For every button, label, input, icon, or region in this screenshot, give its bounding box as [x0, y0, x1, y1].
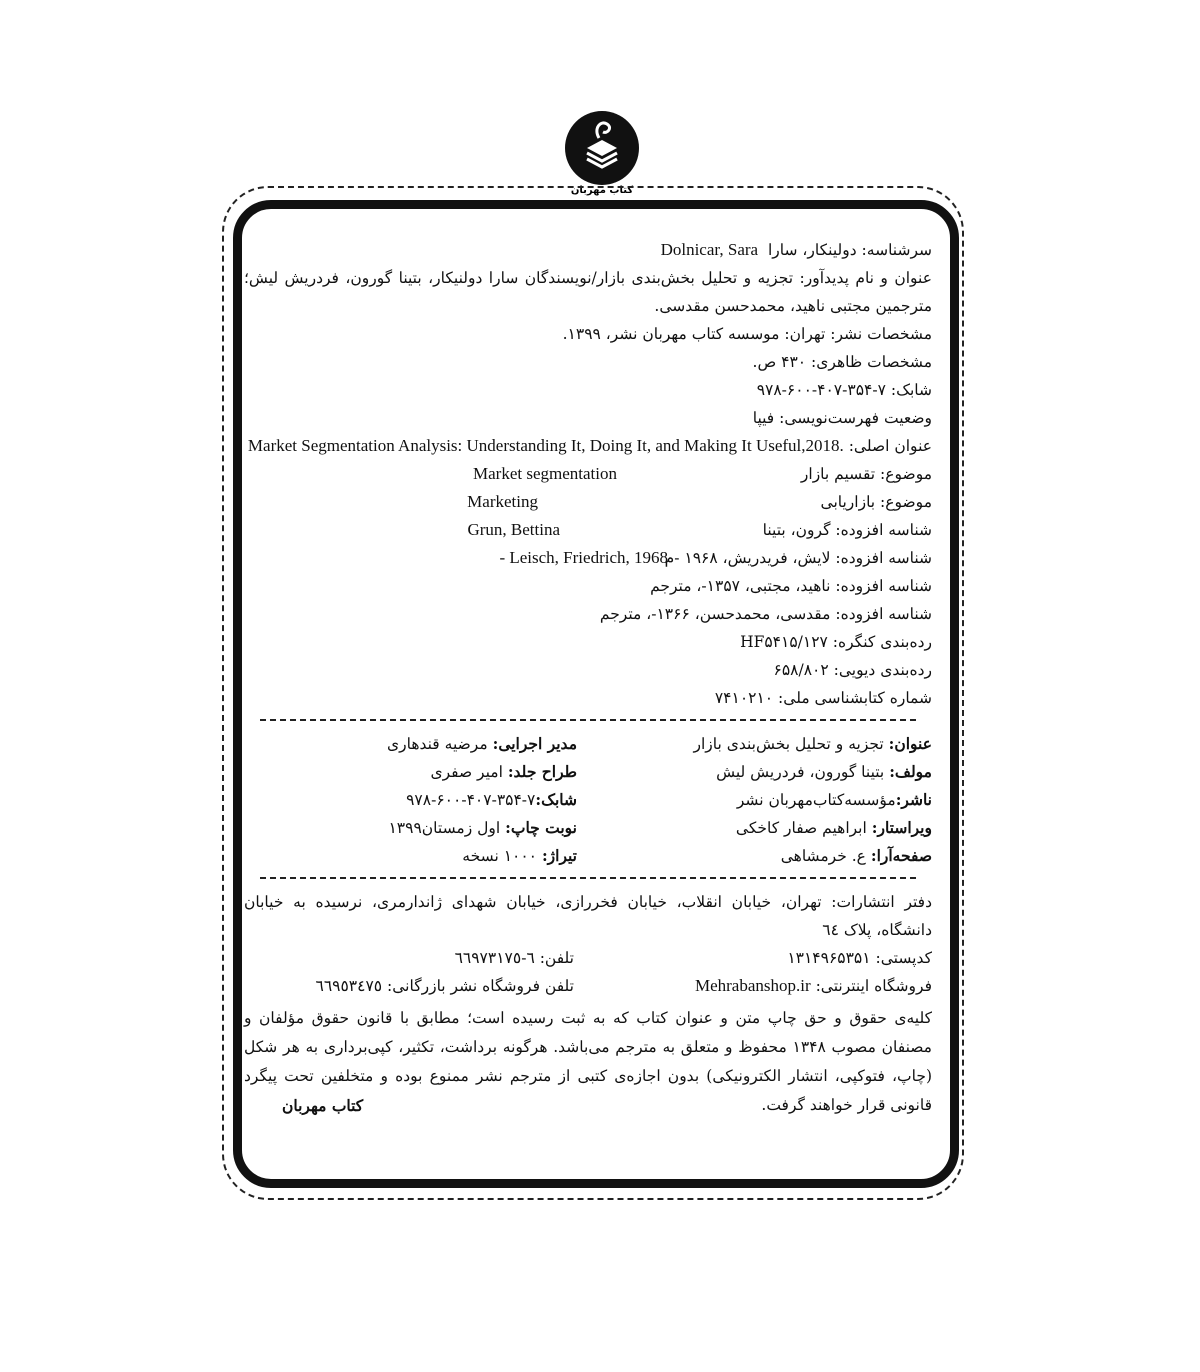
catalog-added-entry-row	[244, 544, 932, 572]
detail-label: عنوان:	[888, 734, 932, 753]
catalog-heading: سرشناسه: دولینکار، سارا	[767, 241, 932, 259]
publisher-brand: کتاب مهربان	[282, 1096, 364, 1115]
added-entry-fa: شناسه افزوده: لایش، فریدریش، ۱۹۶۸ -م	[664, 549, 932, 567]
subject-fa: موضوع: تقسیم بازار	[800, 465, 932, 483]
subject-en: Market segmentation	[473, 464, 617, 483]
copyright-notice	[244, 1004, 932, 1120]
contact-row	[244, 972, 932, 1000]
catalog-heading-latin: Dolnicar, Sara	[660, 240, 759, 259]
catalog-lc-class: رده‌بندی کنگره: HF۵۴۱۵/۱۲۷	[740, 633, 932, 651]
subject-en: Marketing	[467, 492, 538, 511]
logo-caption: کتاب مهربان	[570, 185, 634, 196]
detail-label: نوبت چاپ:	[505, 818, 577, 837]
detail-value: مؤسسه‌کتاب‌مهربان نشر	[736, 791, 896, 809]
detail-value: بتینا گورون، فردریش لیش	[716, 763, 885, 781]
details-row	[244, 814, 932, 842]
catalog-title-line: عنوان و نام پدیدآور: تجزیه و تحلیل بخش‌بندی بازار/نویسندگان سارا دولنیکار، بتینا گورون، فردریش لیش؛ مترجمین مجتبی ناهید، محمدحسن مقدسی.	[244, 269, 932, 315]
catalog-added-entry: شناسه افزوده: مقدسی، محمدحسن، ۱۳۶۶-، مترجم	[599, 605, 932, 623]
detail-value: ابراهیم صفار کاخکی	[735, 819, 867, 837]
catalog-added-entry-row	[244, 516, 932, 544]
added-entry-en: Grun, Bettina	[467, 520, 560, 539]
detail-value: ۱۰۰۰ نسخه	[462, 847, 537, 865]
subject-fa: موضوع: بازاریابی	[820, 493, 932, 511]
copyright-notice-text: کلیه‌ی حقوق و حق چاپ متن و عنوان کتاب که به ثبت رسیده است؛ مطابق با قانون حقوق مؤلفان و مصنفان مصوب ۱۳۴۸ محفوظ و متعلق به مترجم می‌باشد. هرگونه برداشت، تکثیر، کپی‌برداری به هر شکل (چاپ، فتوکپی، انتشار الکترونیکی) بدون اجازه‌ی کتبی از مترجم نشر ممنوع بوده و متخلفین تحت پیگرد قانونی قرار خواهند گرفت.	[244, 1009, 932, 1114]
catalog-added-entry: شناسه افزوده: ناهید، مجتبی، ۱۳۵۷-، مترجم	[650, 577, 932, 595]
catalog-dewey-class: رده‌بندی دیویی: ۶۵۸/۸۰۲	[773, 661, 932, 679]
detail-label: شابک:	[535, 790, 577, 809]
catalog-physical: مشخصات ظاهری: ۴۳۰ ص.	[752, 353, 932, 371]
catalog-original-title-row	[244, 432, 932, 460]
detail-value: تجزیه و تحلیل بخش‌بندی بازار	[693, 735, 884, 753]
detail-value: اول زمستان۱۳۹۹	[388, 819, 501, 837]
detail-value: ۷-۳۵۴-۴۰۷-۶۰۰-۹۷۸	[406, 791, 536, 809]
catalog-status: وضعیت فهرست‌نویسی: فیپا	[752, 409, 932, 427]
detail-label: صفحه‌آرا:	[870, 846, 932, 865]
contact-store-phone: تلفن فروشگاه نشر بازرگانی: ٦٦٩٥٣٤٧٥	[315, 977, 574, 995]
details-row	[244, 758, 932, 786]
details-row	[244, 730, 932, 758]
detail-label: مولف:	[889, 762, 932, 781]
details-row	[244, 842, 932, 870]
detail-label: تیراژ:	[541, 846, 577, 865]
detail-value: امیر صفری	[430, 763, 503, 781]
copyright-page	[244, 236, 932, 1120]
contact-row	[244, 944, 932, 972]
detail-label: ویراستار:	[871, 818, 932, 837]
website-label: فروشگاه اینترنتی:	[815, 977, 932, 995]
divider	[260, 719, 916, 721]
catalog-subject-row	[244, 460, 932, 488]
catalog-isbn: شابک: ۷-۳۵۴-۴۰۷-۶۰۰-۹۷۸	[756, 381, 932, 399]
catalog-national-number: شماره کتابشناسی ملی: ۷۴۱۰۲۱۰	[714, 689, 932, 707]
catalog-publication: مشخصات نشر: تهران: موسسه کتاب مهربان نشر، ۱۳۹۹.	[562, 325, 932, 343]
contact-postal-code: کدپستی: ۱۳۱۴۹۶۵۳۵۱	[787, 949, 932, 967]
added-entry-en: - Leisch, Friedrich, 1968	[499, 548, 668, 567]
detail-value: مرضیه قندهاری	[386, 735, 488, 753]
original-title-label: عنوان اصلی:	[848, 437, 932, 455]
added-entry-fa: شناسه افزوده: گرون، بتینا	[762, 521, 932, 539]
contact-address: دفتر انتشارات: تهران، خیابان انقلاب، خیابان فخررازی، خیابان شهدای ژاندارمری، نرسیده به خیابان دانشگاه، پلاک ٦٤	[244, 893, 932, 939]
detail-label: ناشر:	[895, 790, 932, 809]
publisher-logo	[557, 108, 647, 196]
original-title: Market Segmentation Analysis: Understanding It, Doing It, and Making It Useful,2018.	[247, 436, 844, 455]
catalog-heading-row	[244, 236, 932, 264]
detail-label: مدیر اجرایی:	[492, 734, 577, 753]
detail-label: طراح جلد:	[507, 762, 577, 781]
divider	[260, 877, 916, 879]
details-row	[244, 786, 932, 814]
catalog-subject-row	[244, 488, 932, 516]
detail-value: ع. خرمشاهی	[780, 847, 866, 865]
website-link[interactable]: Mehrabanshop.ir	[694, 976, 811, 995]
contact-phone: تلفن: ٦-٦٦٩٧٣١٧٥	[454, 949, 574, 967]
